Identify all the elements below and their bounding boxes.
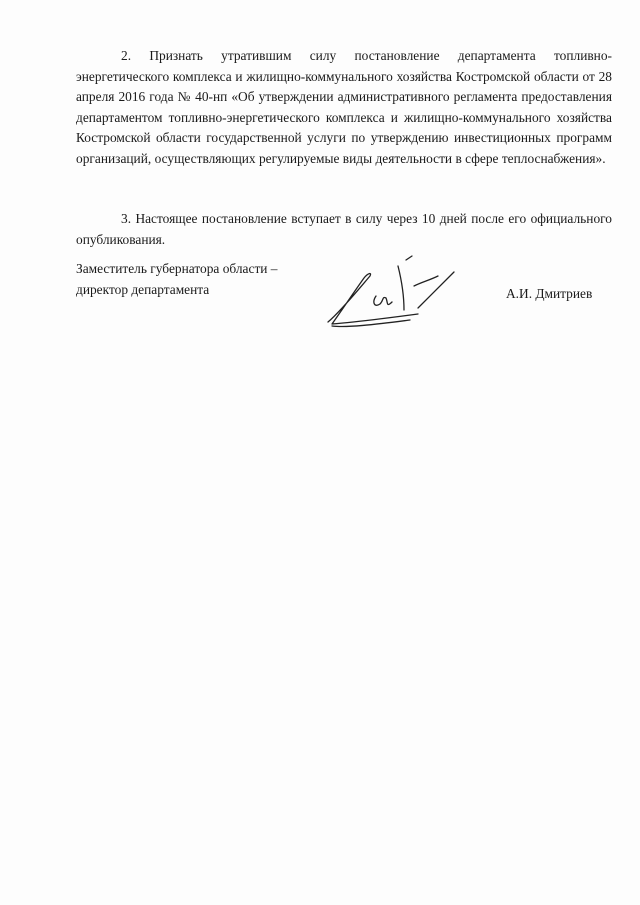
signatory-position-line-2: директор департамента [76, 281, 210, 297]
paragraph-2: 2. Признать утратившим силу постановление департамента топливно-энергетического комплекса и жилищно-коммунального хозяйства Костромской области от 28 апреля 2016 года № 40-нп «Об утверждении административного регламента предоставления департаментом топливно-энергетического комплекса и жилищно-коммунального хозяйства Костромской области государственной услуги по утверждению инвестиционных программ организаций, осуществляющих регулируемые виды деятельности в сфере теплоснабжения». [76, 48, 612, 166]
signatory-position [76, 259, 278, 300]
paragraph-3: 3. Настоящее постановление вступает в силу через 10 дней после его официального опубликования. [76, 211, 612, 247]
handwritten-signature [318, 252, 468, 334]
signatory-position-line-1: Заместитель губернатора области – [76, 261, 278, 276]
signatory-name: А.И. Дмитриев [506, 286, 593, 301]
